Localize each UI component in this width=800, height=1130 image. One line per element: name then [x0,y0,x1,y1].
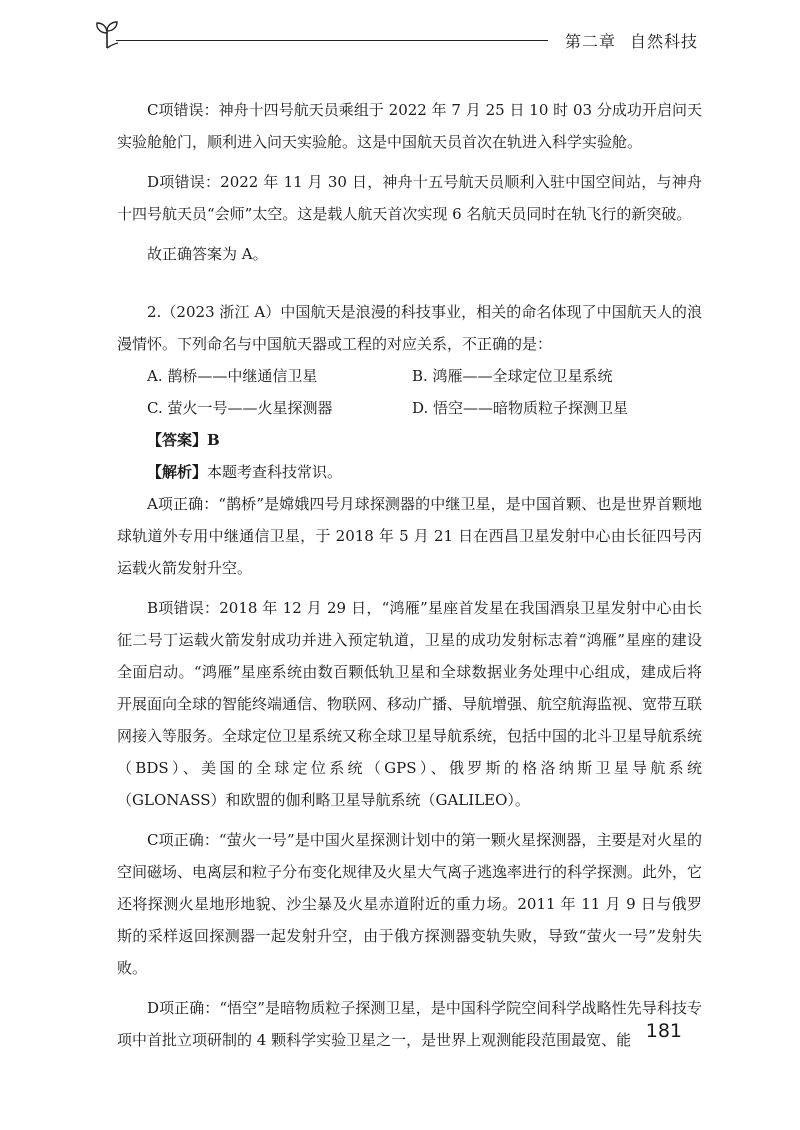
chapter-label: 第二章 [564,32,616,51]
chapter-title: 自然科技 [629,32,698,51]
paragraph-b-wrong: B项错误：2018 年 12 月 29 日，“鸿雁”星座首发星在我国酒泉卫星发射中心由长征二号丁运载火箭发射成功并进入预定轨道，卫星的成功发射标志着“鸿雁”星座的建设全面启动。“鸿雁”星座系统由数百颗低轨卫星和全球数据业务处理中心组成，建成后将开展面向全球的智能终端通信、物联网、移动广播、导航增强、航空航海监视、宽带互联网接入等服务。全球定位卫星系统又称全球卫星导航系统，包括中国的北斗卫星导航系统（BDS）、美国的全球定位系统（GPS）、俄罗斯的格洛纳斯卫星导航系统（GLONASS）和欧盟的伽利略卫星导航系统（GALILEO）。 [117,599,703,809]
answer-line [117,424,702,456]
chapter-heading [565,29,698,52]
paragraph-c-wrong: C项错误：神舟十四号航天员乘组于 2022 年 7 月 25 日 10 时 03 分成功开启问天实验舱舱门，顺利进入问天实验舱。这是中国航天员首次在轨进入科学实验舱。 [117,101,702,151]
correct-answer-line: 故正确答案为 A。 [147,245,268,263]
paragraph-d-wrong: D项错误：2022 年 11 月 30 日，神舟十五号航天员顺利入驻中国空间站，与神舟十四号航天员“会师”太空。这是载人航天首次实现 6 名航天员同时在轨飞行的新突破。 [117,173,702,223]
option-c: C. 萤火一号——火星探测器 [147,399,333,417]
page-number: 181 [645,1020,682,1042]
option-a: A. 鹊桥——中继通信卫星 [147,367,318,385]
answer-value: B [207,431,220,449]
page-body [117,94,702,1056]
analysis-text: 本题考查科技常识。 [207,463,343,481]
header-rule [116,40,548,41]
analysis-line [117,456,702,488]
option-b: B. 鸿雁——全球定位卫星系统 [412,367,613,385]
options-row-1 [117,360,702,392]
options-row-2 [117,392,702,424]
paragraph-a-correct: A项正确：“鹊桥”是嫦娥四号月球探测器的中继卫星，是中国首颗、也是世界首颗地球轨道外专用中继通信卫星，于 2018 年 5 月 21 日在西昌卫星发射中心由长征四号丙运载火箭发射升空。 [117,495,702,577]
paragraph-c-correct: C项正确：“萤火一号”是中国火星探测计划中的第一颗火星探测器，主要是对火星的空间磁场、电离层和粒子分布变化规律及火星大气离子逃逸率进行的科学探测。此外，它还将探测火星地形地貌、沙尘暴及火星赤道附近的重力场。2011 年 11 月 9 日与俄罗斯的采样返回探测器一起发射升空，由于俄方探测器变轨失败，导致“萤火一号”发射失败。 [117,831,703,977]
analysis-tag: 【解析】 [147,463,208,481]
paragraph-d-correct: D项正确：“悟空”是暗物质粒子探测卫星，是中国科学院空间科学战略性先导科技专项中首批立项研制的 4 颗科学实验卫星之一，是世界上观测能段范围最宽、能 [117,999,702,1049]
option-d: D. 悟空——暗物质粒子探测卫星 [412,399,629,417]
answer-tag: 【答案】 [147,431,208,449]
question-stem: 2.（2023 浙江 A）中国航天是浪漫的科技事业，相关的命名体现了中国航天人的浪漫情怀。下列命名与中国航天器或工程的对应关系，不正确的是： [117,303,702,353]
page-header [92,20,698,56]
sprout-icon [92,20,122,50]
